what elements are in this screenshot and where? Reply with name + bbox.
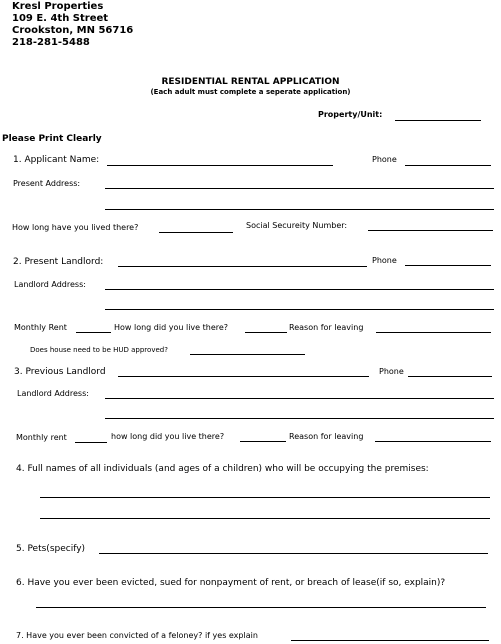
print-clearly-note: Please Print Clearly [2, 134, 102, 144]
applicant-phone-field[interactable] [405, 165, 491, 166]
company-phone: 218-281-5488 [12, 37, 90, 48]
ssn-field[interactable] [368, 230, 493, 231]
previous-landlord-address-field-1[interactable] [105, 398, 494, 399]
previous-reason-field[interactable] [375, 441, 491, 442]
present-monthly-rent-field[interactable] [76, 332, 111, 333]
present-landlord-phone-field[interactable] [405, 265, 491, 266]
property-unit-field[interactable] [395, 120, 481, 121]
hud-approved-label: Does house need to be HUD approved? [30, 346, 168, 354]
applicant-name-field[interactable] [107, 165, 333, 166]
how-long-lived-field[interactable] [159, 232, 233, 233]
present-address-field-1[interactable] [105, 188, 494, 189]
previous-landlord-address-label: Landlord Address: [17, 389, 89, 398]
present-reason-label: Reason for leaving [289, 323, 364, 332]
present-how-long-label: How long did you live there? [114, 323, 229, 332]
present-landlord-address-label: Landlord Address: [14, 280, 86, 289]
previous-how-long-field[interactable] [240, 441, 286, 442]
ssn-label: Social Secureity Number: [246, 221, 348, 230]
present-landlord-label: 2. Present Landlord: [13, 257, 104, 267]
eviction-question: 6. Have you ever been evicted, sued for nonpayment of rent, or breach of lease(if so, explain)? [16, 578, 446, 588]
eviction-field[interactable] [36, 607, 486, 608]
occupants-question: 4. Full names of all individuals (and ages of a children) who will be occupying the premises: [16, 464, 429, 474]
present-how-long-field[interactable] [245, 332, 287, 333]
previous-monthly-rent-field[interactable] [75, 442, 107, 443]
occupants-field-2[interactable] [40, 518, 490, 519]
previous-monthly-rent-label: Monthly rent [16, 433, 67, 442]
present-landlord-phone-label: Phone [372, 256, 397, 265]
applicant-name-label: 1. Applicant Name: [13, 155, 100, 165]
previous-landlord-phone-label: Phone [379, 367, 404, 376]
hud-approved-field[interactable] [190, 354, 305, 355]
present-monthly-rent-label: Monthly Rent [14, 323, 67, 332]
present-reason-field[interactable] [376, 332, 491, 333]
form-title: RESIDENTIAL RENTAL APPLICATION [161, 77, 340, 87]
applicant-phone-label: Phone [372, 155, 397, 164]
company-city: Crookston, MN 56716 [12, 25, 134, 36]
previous-landlord-field[interactable] [118, 376, 369, 377]
how-long-lived-label: How long have you lived there? [12, 223, 139, 232]
present-landlord-field[interactable] [118, 266, 367, 267]
company-street: 109 E. 4th Street [12, 13, 109, 24]
present-address-field-2[interactable] [105, 209, 494, 210]
present-address-label: Present Address: [13, 179, 81, 188]
present-landlord-address-field-2[interactable] [105, 309, 494, 310]
felony-field[interactable] [291, 640, 489, 641]
previous-landlord-phone-field[interactable] [408, 376, 492, 377]
present-landlord-address-field-1[interactable] [105, 289, 494, 290]
pets-field[interactable] [99, 553, 488, 554]
felony-question: 7. Have you ever been convicted of a feloney? if yes explain [16, 631, 258, 640]
pets-label: 5. Pets(specify) [16, 544, 86, 554]
previous-landlord-label: 3. Previous Landlord [14, 367, 106, 377]
form-subtitle: (Each adult must complete a seperate application) [150, 88, 351, 96]
property-unit-label: Property/Unit: [318, 110, 383, 119]
previous-landlord-address-field-2[interactable] [105, 418, 494, 419]
company-name: Kresl Properties [12, 1, 104, 12]
previous-how-long-label: how long did you live there? [111, 432, 225, 441]
occupants-field-1[interactable] [40, 497, 490, 498]
previous-reason-label: Reason for leaving [289, 432, 364, 441]
